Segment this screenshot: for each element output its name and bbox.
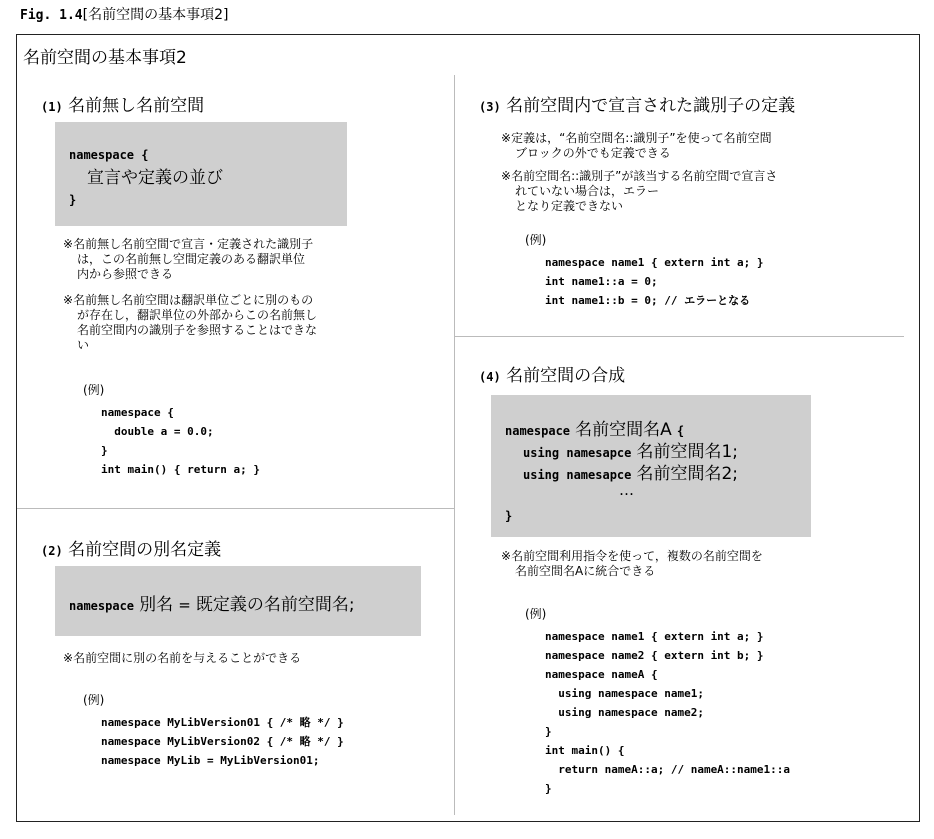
vertical-divider <box>454 75 455 815</box>
code-example <box>101 713 344 770</box>
note-text: 名前空間に別の名前を与えることができる <box>73 651 302 665</box>
code-line: namespace MyLibVersion01 { /* 略 */ } <box>101 716 344 729</box>
code-line: int main() { return a; } <box>101 463 260 476</box>
figure-caption-text: [名前空間の基本事項2] <box>82 7 229 23</box>
target-text: 既定義の名前空間名; <box>195 595 355 615</box>
note-text: 名前空間名Aに統合できる <box>515 564 656 578</box>
code-line: using namespace name2; <box>545 706 704 719</box>
code-line: int main() { <box>545 744 625 757</box>
note-text: が存在し，翻訳単位の外部からこの名前無し <box>77 308 318 322</box>
syntax-line: } <box>69 193 77 207</box>
section-2-heading <box>41 535 221 560</box>
code-line: namespace nameA { <box>545 668 658 681</box>
note-text: れていない場合は，エラー <box>515 184 660 198</box>
code-example <box>101 403 260 479</box>
keyword: namespace <box>69 599 135 613</box>
keyword: using namesapce <box>523 446 632 460</box>
section-4-heading <box>479 361 625 386</box>
syntax-box <box>491 395 811 537</box>
note-text: 名前無し名前空間は翻訳単位ごとに別のもの <box>73 293 314 307</box>
code-line: namespace name2 { extern int b; } <box>545 649 764 662</box>
example-label: (例) <box>525 233 547 247</box>
syntax-box <box>55 122 347 226</box>
note <box>501 549 763 579</box>
section-number: (4) <box>479 370 501 384</box>
note-text: となり定義できない <box>515 199 624 213</box>
code-line: return nameA::a; // nameA::name1::a <box>545 763 791 776</box>
section-number: (1) <box>41 100 63 114</box>
code-line: namespace name1 { extern int a; } <box>545 256 764 269</box>
equals-sign: = <box>178 596 191 614</box>
syntax-line: } <box>505 509 513 523</box>
panel-title: 名前空間の基本事項2 <box>23 48 187 68</box>
ellipsis: … <box>619 481 634 499</box>
note-text: ブロックの外でも定義できる <box>515 146 671 160</box>
syntax-line <box>69 590 355 616</box>
note-mark-icon: ※ <box>63 651 74 665</box>
note-text: 名前空間内の識別子を参照することはできな <box>77 323 318 337</box>
note <box>63 293 317 353</box>
syntax-box <box>55 566 421 636</box>
code-line: int name1::b = 0; // エラーとなる <box>545 294 751 307</box>
note-text: 名前無し名前空間で宣言・定義された識別子 <box>73 237 314 251</box>
syntax-line: 宣言や定義の並び <box>87 168 223 188</box>
namespace-name: 名前空間名2; <box>636 464 739 484</box>
section-number: (2) <box>41 544 63 558</box>
note-text: は，この名前無し空間定義のある翻訳単位 <box>77 252 306 266</box>
example-label: (例) <box>525 607 547 621</box>
example-label: (例) <box>83 383 105 397</box>
section-title: 名前空間の別名定義 <box>68 540 222 560</box>
code-line: double a = 0.0; <box>101 425 214 438</box>
note-mark-icon: ※ <box>501 549 512 563</box>
note-mark-icon: ※ <box>501 169 512 183</box>
example-label: (例) <box>83 693 105 707</box>
code-line: int name1::a = 0; <box>545 275 658 288</box>
figure-label: Fig. 1.4 <box>20 8 83 23</box>
code-line: using namespace name1; <box>545 687 704 700</box>
keyword: namespace <box>505 424 571 438</box>
figure-caption <box>20 4 228 24</box>
code-line: namespace MyLibVersion02 { /* 略 */ } <box>101 735 344 748</box>
code-line: namespace MyLib = MyLibVersion01; <box>101 754 320 767</box>
code-line: } <box>545 782 552 795</box>
section-3-heading <box>479 91 795 116</box>
alias-text: 別名 <box>139 595 174 615</box>
code-example <box>545 627 790 798</box>
section-1-heading <box>41 91 204 116</box>
section-title: 名前空間の合成 <box>506 366 626 386</box>
code-line: } <box>545 725 552 738</box>
syntax-line: namespace { <box>69 148 149 162</box>
figure-frame <box>16 34 920 822</box>
note <box>63 237 313 282</box>
right-divider <box>454 336 904 337</box>
note-text: い <box>77 338 90 352</box>
note-text: 名前空間名::識別子”が該当する名前空間で宣言さ <box>511 169 778 183</box>
note-mark-icon: ※ <box>63 293 74 307</box>
namespace-name: 名前空間名1; <box>636 442 739 462</box>
note-mark-icon: ※ <box>501 131 512 145</box>
code-line: } <box>101 444 108 457</box>
note-text: 内から参照できる <box>77 267 174 281</box>
note-text: 名前空間利用指令を使って，複数の名前空間を <box>511 549 763 563</box>
namespace-name: 名前空間名A <box>575 420 672 440</box>
note-text: 定義は，“名前空間名::識別子”を使って名前空間 <box>511 131 772 145</box>
left-divider <box>17 508 454 509</box>
section-title: 名前無し名前空間 <box>68 96 205 116</box>
code-example <box>545 253 764 310</box>
keyword: using namesapce <box>523 468 632 482</box>
section-number: (3) <box>479 100 501 114</box>
code-line: namespace { <box>101 406 174 419</box>
code-line: namespace name1 { extern int a; } <box>545 630 764 643</box>
note-mark-icon: ※ <box>63 237 74 251</box>
note <box>501 169 777 214</box>
note <box>501 131 772 161</box>
note <box>63 651 301 666</box>
section-title: 名前空間内で宣言された識別子の定義 <box>506 96 796 116</box>
brace: { <box>676 424 685 438</box>
